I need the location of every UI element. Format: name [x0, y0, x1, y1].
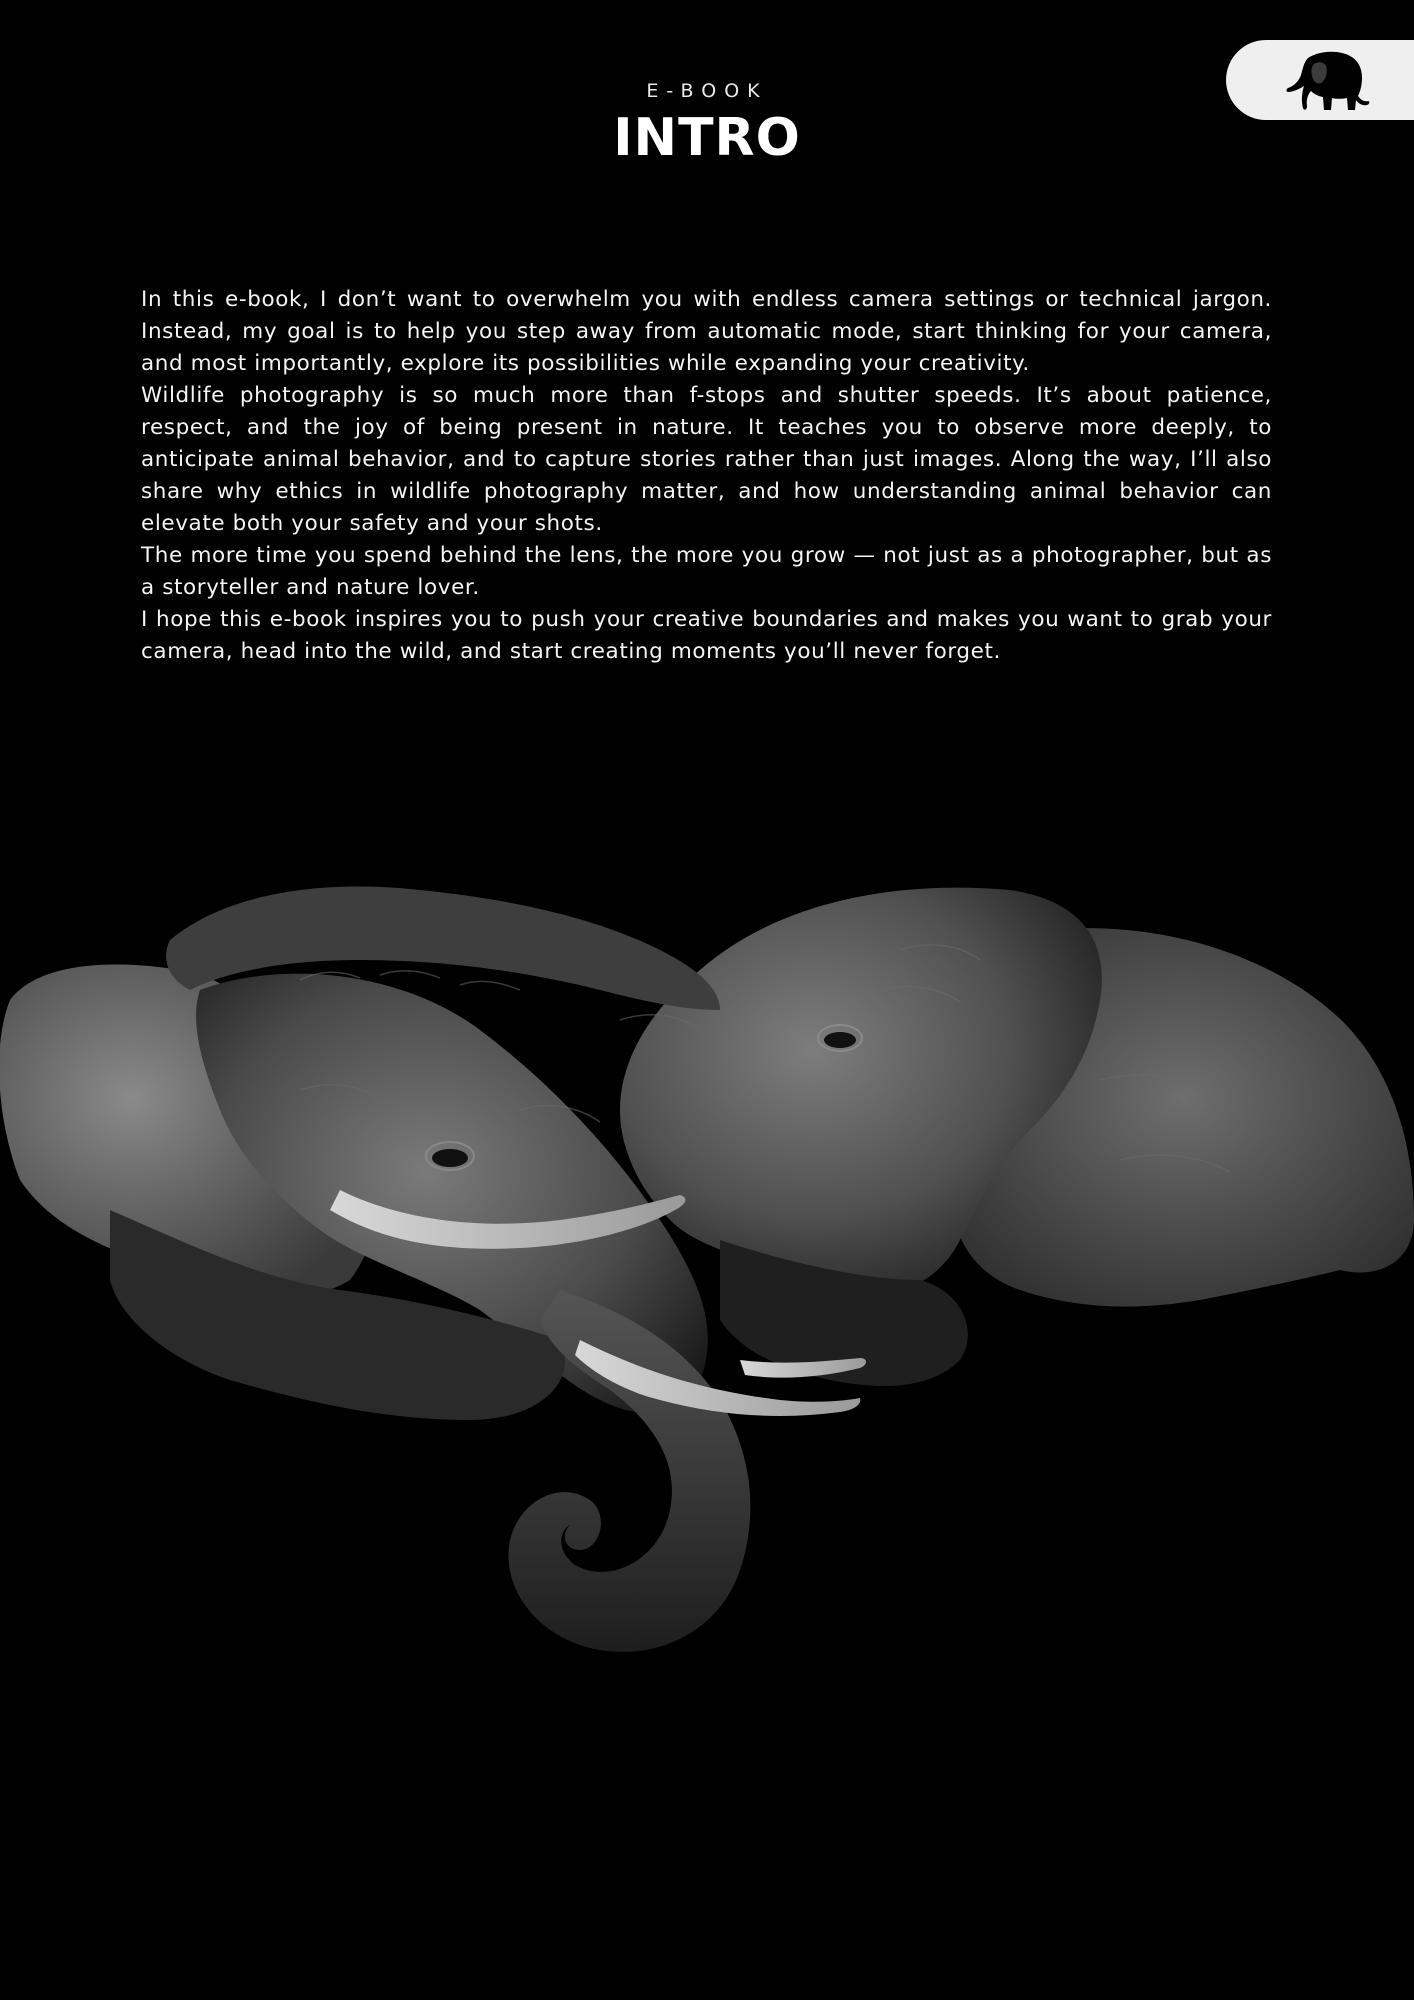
elephants-illustration	[0, 860, 1414, 1680]
page-title: INTRO	[613, 108, 801, 168]
intro-paragraph: In this e-book, I don’t want to overwhelm you with endless camera settings or technical jargon. Instead, my goal is to help you step away from automatic mode, start thinking for your camera, and most importantly, explore its possibilities while expanding your creativity.	[141, 287, 1272, 376]
elephants-photo	[0, 860, 1414, 1680]
intro-paragraph: The more time you spend behind the lens, the more you grow — not just as a photographer, but as a storyteller and nature lover.	[141, 543, 1272, 600]
ebook-kicker: E-BOOK	[646, 80, 768, 102]
intro-body	[141, 284, 1272, 668]
intro-paragraph: Wildlife photography is so much more than f-stops and shutter speeds. It’s about patience, respect, and the joy of being present in nature. It teaches you to observe more deeply, to anticipate animal behavior, and to capture stories rather than just images. Along the way, I’ll also share why ethics in wildlife photography matter, and how understanding animal behavior can elevate both your safety and your shots.	[141, 383, 1272, 536]
intro-paragraph: I hope this e-book inspires you to push your creative boundaries and makes you want to grab your camera, head into the wild, and start creating moments you’ll never forget.	[141, 607, 1272, 664]
